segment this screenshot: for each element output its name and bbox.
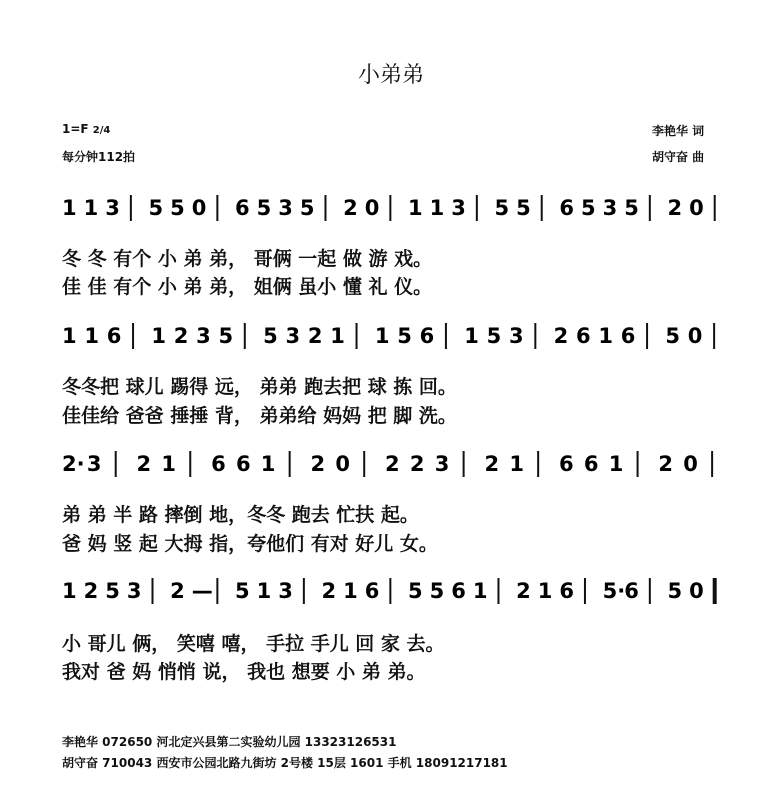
note: 1 [161, 452, 177, 476]
lyric-line-2b: 佳佳给 爸爸 捶捶 背， 弟弟给 妈妈 把 脚 洗。 [62, 405, 457, 427]
note: 1 [343, 579, 358, 603]
note: 6 [559, 579, 574, 603]
note: 3 [602, 196, 618, 220]
lyric-line-4b: 我对 爸 妈 悄悄 说， 我也 想要 小 弟 弟。 [62, 661, 426, 683]
note: 1 [598, 324, 614, 348]
lyric-line-4a: 小 哥儿 俩， 笑嘻 嘻， 手拉 手儿 回 家 去。 [62, 633, 445, 655]
note: 5 [667, 579, 683, 603]
note: 6 [234, 196, 250, 220]
note: 2 [667, 196, 683, 220]
lyric-line-1a: 冬 冬 有个 小 弟 弟， 哥俩 一起 做 游 戏。 [62, 248, 433, 270]
note: 2 [385, 452, 400, 476]
lyric-line-1b: 佳 佳 有个 小 弟 弟， 姐俩 虽小 懂 礼 仪。 [62, 276, 433, 298]
note: 2 [310, 452, 326, 476]
note: 1 [330, 324, 345, 348]
note: 5 [263, 324, 278, 348]
note: 6 [419, 324, 435, 348]
note: 2 [321, 579, 337, 603]
note: 1 [608, 452, 624, 476]
note: 1 [472, 579, 488, 603]
tempo-marking: 每分钟112拍 [62, 150, 136, 164]
note: 2 [136, 452, 152, 476]
note: 5 [234, 579, 250, 603]
note: 5 [665, 324, 681, 348]
key-signature: 1=F 2/4 [62, 122, 111, 136]
note: 5 [299, 196, 315, 220]
note: 1 [62, 324, 77, 348]
note: 3 [86, 452, 102, 476]
note: 1 [83, 196, 99, 220]
note: 3 [105, 196, 120, 220]
note: 5 [148, 196, 164, 220]
note: 1 [84, 324, 99, 348]
note: 6 [106, 324, 122, 348]
note: 3 [126, 579, 142, 603]
note: 2 [484, 452, 500, 476]
note: 3 [278, 579, 293, 603]
note: 2 [307, 324, 323, 348]
note: 2 [173, 324, 189, 348]
note: 5 [624, 196, 639, 220]
note: 5 [429, 579, 445, 603]
note: 2 [343, 196, 358, 220]
note: 1 [256, 579, 272, 603]
note: 6 [576, 324, 591, 348]
lyric-line-2a: 冬冬把 球儿 踢得 远， 弟弟 跑去把 球 拣 回。 [62, 376, 457, 398]
song-title: 小弟弟 [357, 63, 424, 88]
note: 3 [285, 324, 301, 348]
note: 6 [583, 452, 599, 476]
note: 5 [105, 579, 120, 603]
note: 5 [397, 324, 412, 348]
note: 3 [508, 324, 524, 348]
note: 1 [62, 579, 77, 603]
note: 2 [658, 452, 674, 476]
note: 2 [553, 324, 569, 348]
note: 1 [151, 324, 167, 348]
note: 5 [218, 324, 234, 348]
note: 5 [256, 196, 272, 220]
note: 1 [429, 196, 445, 220]
note: 0 [335, 452, 350, 476]
note: 5 [486, 324, 502, 348]
note: 6 [451, 579, 466, 603]
composer-credit: 胡守奋 曲 [652, 150, 705, 164]
note: 6 [559, 452, 574, 476]
note: 3 [278, 196, 293, 220]
note: 0 [689, 196, 704, 220]
note: 5 [494, 196, 510, 220]
note: 0 [687, 324, 703, 348]
note: 2 [516, 579, 531, 603]
lyric-line-3a: 弟 弟 半 路 摔倒 地，冬冬 跑去 忙扶 起。 [62, 504, 419, 526]
note: — [191, 579, 213, 603]
lyricist-credit: 李艳华 词 [652, 124, 705, 138]
note: 1 [374, 324, 390, 348]
note: 3 [434, 452, 450, 476]
lyric-line-3b: 爸 妈 竖 起 大拇 指，夸他们 有对 好儿 女。 [62, 533, 438, 555]
note: 6 [235, 452, 251, 476]
note: 1 [407, 196, 423, 220]
note: 6 [620, 324, 636, 348]
note: 1 [537, 579, 553, 603]
note: 1 [509, 452, 524, 476]
note: 6 [559, 196, 574, 220]
note: 3 [451, 196, 466, 220]
note: 3 [196, 324, 211, 348]
note: 6 [364, 579, 380, 603]
note: 0 [191, 196, 207, 220]
note: 2 [83, 579, 99, 603]
note: 6 [624, 579, 639, 603]
note: 2 [170, 579, 185, 603]
footer-contact-2: 胡守奋 710043 西安市公园北路九街坊 2号楼 15层 1601 手机 18091217181 [62, 756, 508, 770]
note: 5 [170, 196, 185, 220]
note: 2 [409, 452, 425, 476]
footer-contact-1: 李艳华 072650 河北定兴县第二实验幼儿园 13323126531 [62, 735, 397, 749]
note: 5 [580, 196, 596, 220]
note: 5 [407, 579, 423, 603]
note: 6 [211, 452, 226, 476]
note: 0 [364, 196, 380, 220]
note: 0 [683, 452, 698, 476]
note: 5 [516, 196, 531, 220]
note: 2· [62, 452, 85, 476]
note: 1 [464, 324, 479, 348]
note: 1 [260, 452, 276, 476]
note: 0 [689, 579, 704, 603]
note: 5· [602, 579, 626, 603]
note: 1 [62, 196, 77, 220]
